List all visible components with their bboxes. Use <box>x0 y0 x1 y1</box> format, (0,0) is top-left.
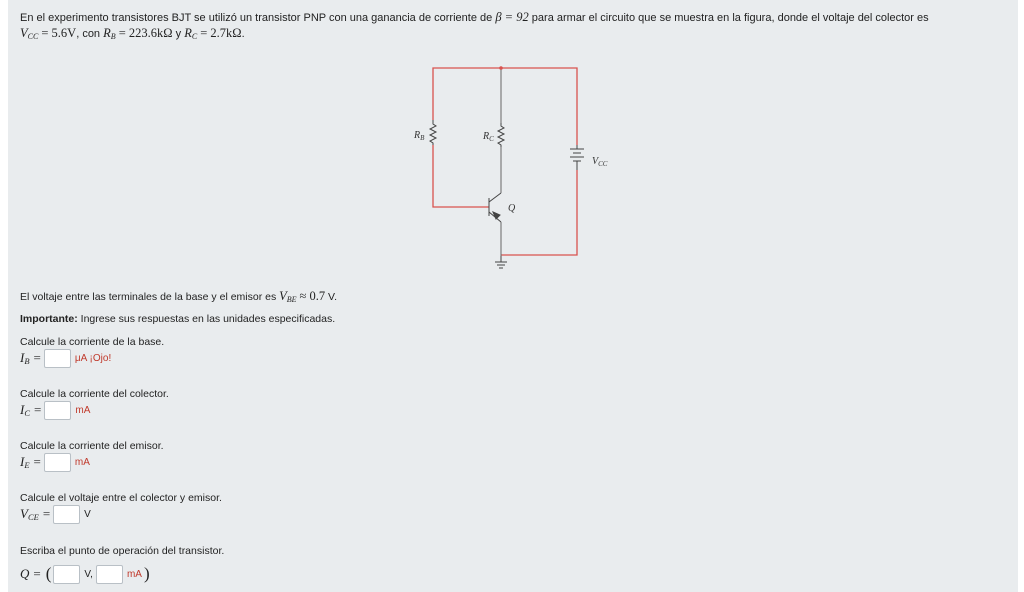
q-voltage-input[interactable] <box>53 565 80 584</box>
answer-row-ie: $I_E$ = mA <box>20 454 90 470</box>
circuit-diagram <box>414 60 620 280</box>
beta-value: β = 92 <box>495 10 529 24</box>
battery-vcc <box>570 145 584 170</box>
highlighted-wires <box>433 68 577 255</box>
vbe-note: El voltaje entre las terminales de la base y el emisor es $V_{BE} \approx 0.7$ V. <box>20 289 337 304</box>
vce-input[interactable] <box>53 505 80 524</box>
ic-unit: mA <box>75 404 91 416</box>
label-rc: $R_C$ <box>483 131 494 143</box>
resistor-rb <box>430 120 436 145</box>
important-note: Importante: Ingrese sus respuestas en las unidades especificadas. <box>20 313 336 325</box>
rb-value: = 223.6kΩ <box>118 26 173 40</box>
answer-row-q: Q = ( V, mA ) <box>20 564 150 583</box>
question-vce: Calcule el voltaje entre el colector y emisor. <box>20 492 222 504</box>
question-emitter-current: Calcule la corriente del emisor. <box>20 440 164 452</box>
transistor-q <box>489 193 501 222</box>
question-base-current: Calcule la corriente de la base. <box>20 336 165 348</box>
label-q: Q <box>508 203 516 214</box>
ic-input[interactable] <box>44 401 71 420</box>
ie-input[interactable] <box>44 453 71 472</box>
answer-row-ic: $I_C$ = mA <box>20 402 91 418</box>
question-operating-point: Escriba el punto de operación del transistor. <box>20 545 225 557</box>
question-collector-current: Calcule la corriente del colector. <box>20 388 169 400</box>
ib-input[interactable] <box>44 349 71 368</box>
answer-row-ib: $I_B$ = μA ¡Ojo! <box>20 350 112 366</box>
q-current-unit: mA <box>126 568 142 580</box>
ie-unit: mA <box>74 456 90 468</box>
problem-statement: En el experimento transistores BJT se utilizó un transistor PNP con una ganancia de corriente de β = 92 para armar el circuito que se muestra en la figura, donde el voltaje del colector es $V_{CC} = 5.6V$, con $R_B = 223.6k\Omega$ y $R_C = 2.7k\Omega$. <box>20 10 929 41</box>
vce-unit: V <box>84 508 91 520</box>
rc-value: = 2.7kΩ <box>200 26 242 40</box>
ib-unit: μA ¡Ojo! <box>74 352 112 364</box>
label-vcc: $V_{CC}$ <box>592 156 608 168</box>
label-rb: $R_B$ <box>414 130 425 142</box>
ground-symbol <box>495 256 507 268</box>
q-voltage-unit: V, <box>84 568 93 580</box>
resistor-rc <box>498 123 504 147</box>
answer-row-vce: $V_{CE}$ = V <box>20 506 91 522</box>
junction-dot <box>499 66 503 70</box>
q-current-input[interactable] <box>96 565 123 584</box>
vcc-value: = 5.6V <box>41 26 77 40</box>
